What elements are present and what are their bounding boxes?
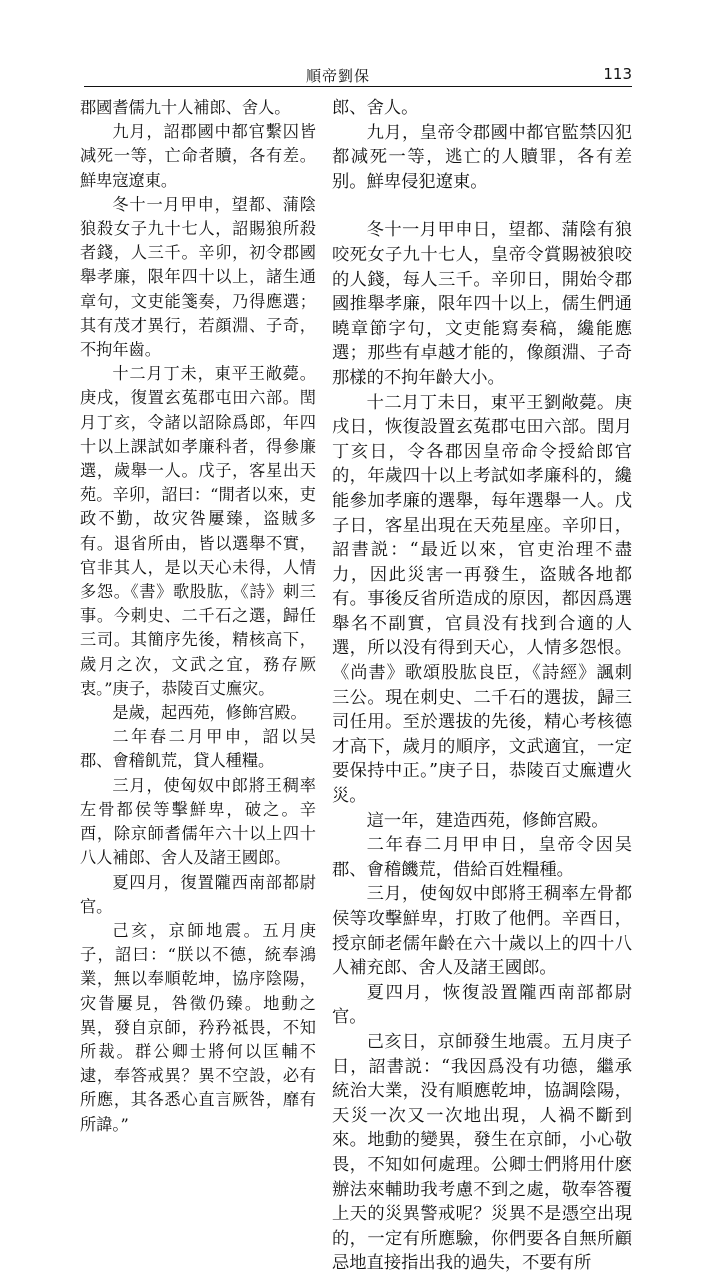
header-rule [84, 86, 632, 87]
paragraph: 九月，皇帝令郡國中都官監禁囚犯都减死一等，逃亡的人贖罪，各有差别。鮮卑侵犯遼東。 [332, 122, 632, 192]
paragraph: 三月，使匈奴中郎將王稠率左骨都侯等攻擊鮮卑，打敗了他們。辛酉日，授京師老儒年齡在六十歲以上的四十八人補充郎、舍人及諸王國郎。 [332, 884, 632, 979]
paragraph: 九月，詔郡國中都官繫囚皆减死一等，亡命者贖，各有差。鮮卑寇遼東。 [80, 122, 316, 190]
translation-text-column [332, 96, 632, 1276]
classical-text-column [80, 96, 316, 1137]
paragraph: 這一年，建造西苑，修飾宫殿。 [366, 810, 609, 831]
paragraph: 冬十一月甲申日，望都、蒲陰有狼咬死女子九十七人，皇帝令賞賜被狼咬的人錢，每人三千。辛卯日，開始令郡國推舉孝廉，限年四十以上，儒生們通曉章節字句，文吏能寫奏稿，纔能應選；那些有卓越才能的，像顔淵、子奇那樣的不拘年齡大小。 [332, 220, 632, 388]
paragraph: 二年春二月甲申日，皇帝令因吴郡、會稽饑荒，借給百姓糧種。 [332, 835, 632, 880]
paragraph: 己亥日，京師發生地震。五月庚子日，詔書説：“我因爲没有功德，繼承統治大業，没有順應乾坤，協調陰陽，天災一次又一次地出現，人禍不斷到來。地動的變異，發生在京師，小心敬畏，不知如何處理。公卿士們將用什麽辦法來輔助我考慮不到之處，敬奉答覆上天的災異警戒呢？災異不是憑空出現的，一定有所應驗，你們要各自無所顧忌地直接指出我的過失，不要有所 [332, 1031, 632, 1274]
paragraph: 己亥，京師地震。五月庚子，詔曰：“朕以不德，統奉鴻業，無以奉順乾坤，協序陰陽，灾眚屢見，咎徵仍臻。地動之異，發自京師，矜矜祗畏，不知所裁。群公卿士將何以匡輔不逮，奉答戒異？異不空設，必有所應，其各悉心直言厥咎，靡有所諱。” [80, 920, 316, 1134]
paragraph: 夏四月，恢復設置隴西南部都尉官。 [332, 982, 632, 1028]
page-header [84, 63, 632, 85]
paragraph: 十二月丁未，東平王敞薨。庚戌，復置玄菟郡屯田六部。閏月丁亥，令諸以詔除爲郎，年四十以上課試如孝廉科者，得參廉選，歲舉一人。戊子，客星出天苑。辛卯，詔曰：“閒者以來，吏政不勤，故灾咎屢臻，盗賊多有。退省所由，皆以選舉不實，官非其人，是以天心未得，人情多怨。《書》歌股肱，《詩》刺三事。今刺史、二千石之選，歸任三司。其簡序先後，精核高下，歲月之次，文武之宜，務存厥衷。”庚子，恭陵百丈廡灾。 [80, 364, 316, 698]
paragraph: 郡國耆儒九十人補郎、舍人。 [80, 98, 291, 117]
page-number: 113 [603, 65, 632, 83]
paragraph: 十二月丁未日，東平王劉敞薨。庚戌日，恢復設置玄菟郡屯田六部。閏月丁亥日，令各郡因皇帝命令授給郎官的，年歲四十以上考試如孝廉科的，纔能參加孝廉的選舉，每年選舉一人。戊子日，客星出現在天苑星座。辛卯日，詔書説：“最近以來，官吏治理不盡力，因此災害一再發生，盗賊各地都有。事後反省所造成的原因，都因爲選舉名不副實，官員没有找到合適的人選，所以没有得到天心，人情多怨恨。《尚書》歌頌股肱良臣，《詩經》諷刺三公。現在刺史、二千石的選拔，歸三司任用。至於選拔的先後，精心考核德才高下，歲月的順序，文武適宜，一定要保持中正。”庚子日，恭陵百丈廡遭火災。 [332, 392, 632, 807]
paragraph: 郎、舍人。 [332, 98, 419, 118]
paragraph: 是歲，起西苑，修飾宫殿。 [112, 703, 307, 723]
paragraph: 夏四月，復置隴西南部都尉官。 [80, 872, 316, 916]
paragraph: 二年春二月甲申，詔以吴郡、會稽飢荒，貸人種糧。 [80, 727, 316, 771]
paragraph: 冬十一月甲申，望都、蒲陰狼殺女子九十七人，詔賜狼所殺者錢，人三千。辛卯，初令郡國舉孝廉，限年四十以上，諸生通章句，文吏能箋奏，乃得應選；其有茂才異行，若顔淵、子奇，不拘年齒。 [80, 194, 316, 360]
paragraph: 三月，使匈奴中郎將王稠率左骨都侯等擊鮮卑，破之。辛酉，除京師耆儒年六十以上四十八人補郎、舍人及諸王國郎。 [80, 775, 316, 868]
running-title: 順帝劉保 [306, 67, 371, 85]
